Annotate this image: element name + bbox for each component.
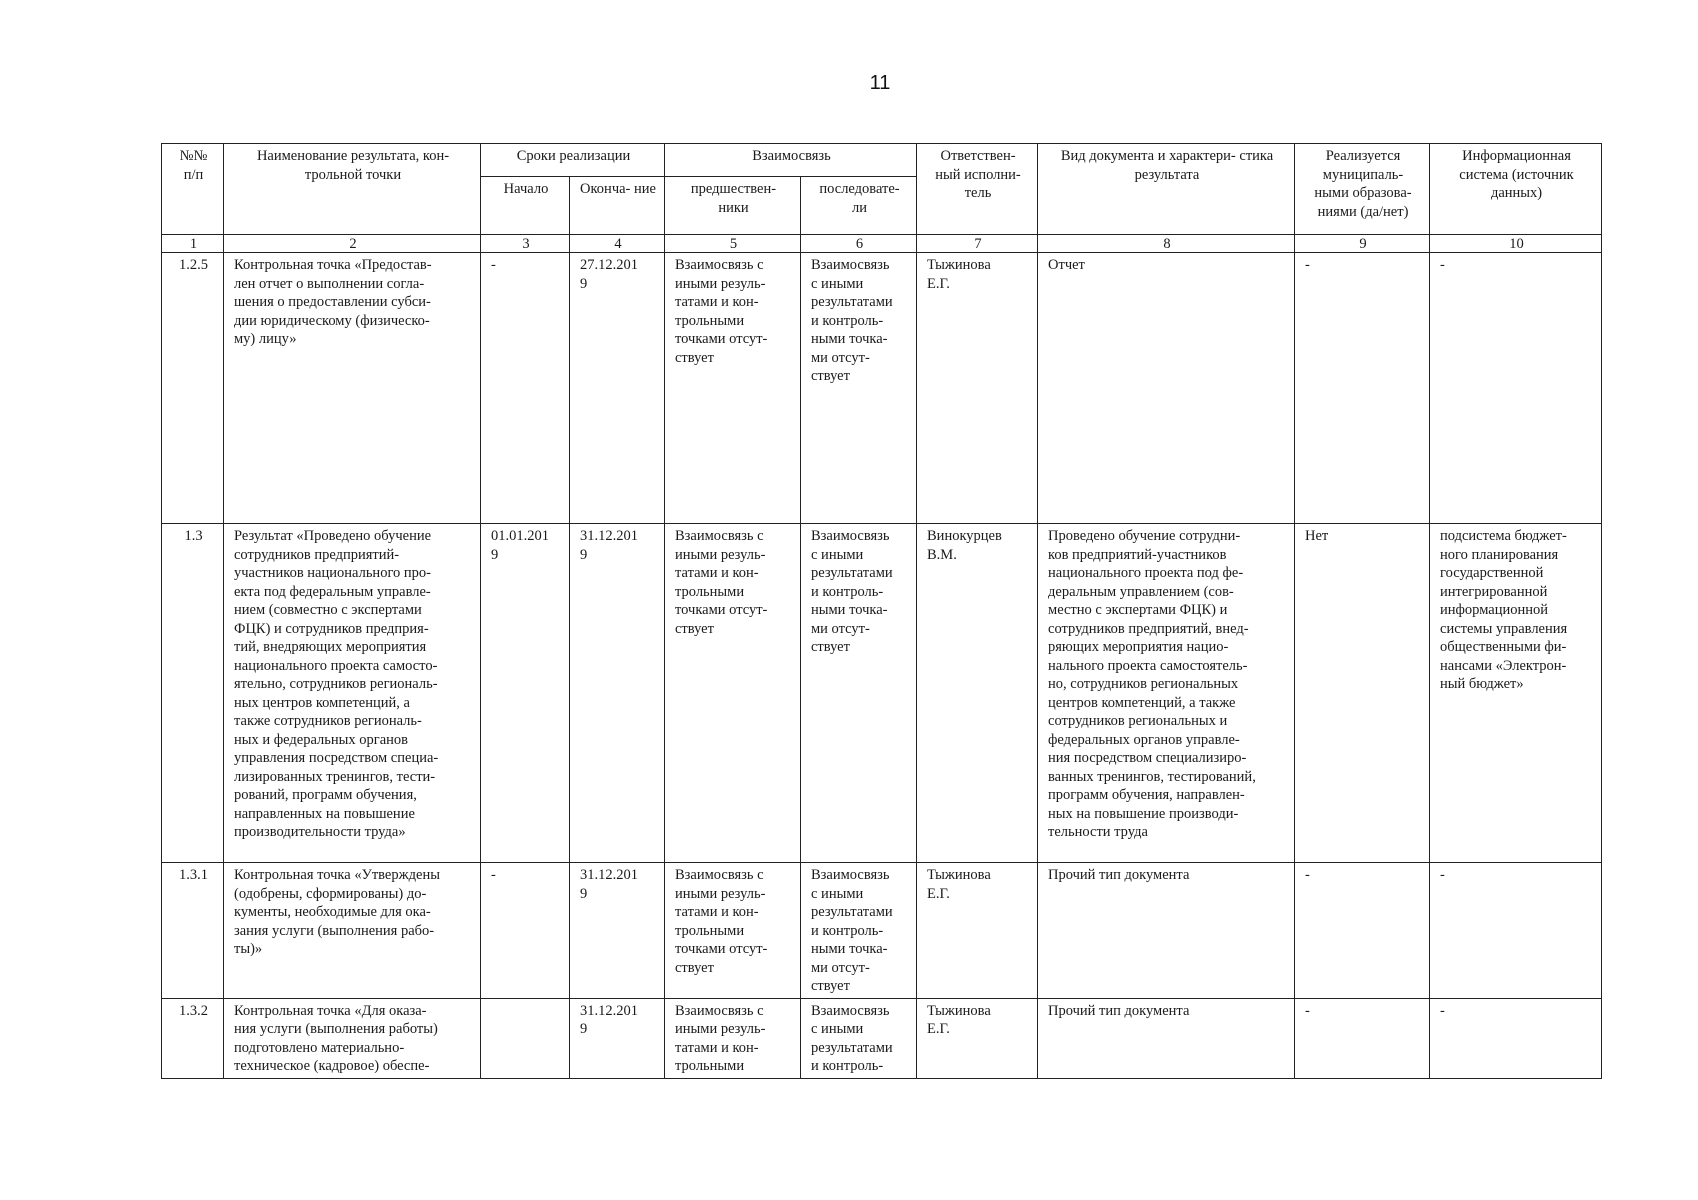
municipal: -	[1295, 998, 1430, 1078]
row-number: 1.3	[162, 524, 224, 863]
responsible: Тыжинова Е.Г.	[917, 253, 1038, 524]
info-system: -	[1430, 253, 1602, 524]
header-info-system: Информационная система (источник данных)	[1430, 144, 1602, 235]
header-num: №№ п/п	[162, 144, 224, 235]
start-date	[481, 998, 570, 1078]
municipal: -	[1295, 253, 1430, 524]
responsible: Тыжинова Е.Г.	[917, 998, 1038, 1078]
info-system: -	[1430, 998, 1602, 1078]
header-name: Наименование результата, кон- трольной точки	[224, 144, 481, 235]
end-date: 31.12.201 9	[570, 863, 665, 999]
header-predecessors: предшествен- ники	[665, 177, 801, 235]
successors: Взаимосвязь с иными результатами и контроль- ными точка- ми отсут- ствует	[801, 524, 917, 863]
doc-type: Прочий тип документа	[1038, 998, 1295, 1078]
municipal: -	[1295, 863, 1430, 999]
page-number: 11	[869, 72, 891, 94]
column-number: 2	[224, 235, 481, 253]
column-number: 10	[1430, 235, 1602, 253]
header-start: Начало	[481, 177, 570, 235]
predecessors: Взаимосвязь с иными резуль- татами и кон- трольными точками отсут- ствует	[665, 524, 801, 863]
responsible: Винокурцев В.М.	[917, 524, 1038, 863]
start-date: -	[481, 253, 570, 524]
row-number: 1.3.2	[162, 998, 224, 1078]
header-terms: Сроки реализации	[481, 144, 665, 177]
results-table	[161, 143, 1602, 1079]
end-date: 27.12.201 9	[570, 253, 665, 524]
successors: Взаимосвязь с иными результатами и контроль- ными точка- ми отсут- ствует	[801, 863, 917, 999]
municipal: Нет	[1295, 524, 1430, 863]
end-date: 31.12.201 9	[570, 524, 665, 863]
table-row	[162, 253, 1602, 524]
table-row	[162, 863, 1602, 999]
info-system: подсистема бюджет- ного планирования государственной интегрированной информационной системы управления общественными фи- нансами «Электрон- ный бюджет»	[1430, 524, 1602, 863]
row-number: 1.3.1	[162, 863, 224, 999]
header-row	[162, 144, 1602, 177]
column-number: 7	[917, 235, 1038, 253]
header-end: Оконча- ние	[570, 177, 665, 235]
end-date: 31.12.201 9	[570, 998, 665, 1078]
column-number-row	[162, 235, 1602, 253]
column-number: 3	[481, 235, 570, 253]
column-number: 9	[1295, 235, 1430, 253]
header-relation: Взаимосвязь	[665, 144, 917, 177]
responsible: Тыжинова Е.Г.	[917, 863, 1038, 999]
predecessors: Взаимосвязь с иными резуль- татами и кон- трольными точками отсут- ствует	[665, 253, 801, 524]
predecessors: Взаимосвязь с иными резуль- татами и кон- трольными точками отсут- ствует	[665, 863, 801, 999]
table-row	[162, 998, 1602, 1078]
doc-type: Отчет	[1038, 253, 1295, 524]
predecessors: Взаимосвязь с иными резуль- татами и кон- трольными	[665, 998, 801, 1078]
result-name: Контрольная точка «Для оказа- ния услуги (выполнения работы) подготовлено материально- техническое (кадровое) обеспе-	[224, 998, 481, 1078]
header-successors: последовате- ли	[801, 177, 917, 235]
column-number: 4	[570, 235, 665, 253]
header-responsible: Ответствен- ный исполни- тель	[917, 144, 1038, 235]
successors: Взаимосвязь с иными результатами и контроль-	[801, 998, 917, 1078]
column-number: 1	[162, 235, 224, 253]
header-municipal: Реализуется муниципаль- ными образова- ниями (да/нет)	[1295, 144, 1430, 235]
successors: Взаимосвязь с иными результатами и контроль- ными точка- ми отсут- ствует	[801, 253, 917, 524]
info-system: -	[1430, 863, 1602, 999]
column-number: 8	[1038, 235, 1295, 253]
start-date: -	[481, 863, 570, 999]
column-number: 5	[665, 235, 801, 253]
start-date: 01.01.201 9	[481, 524, 570, 863]
header-doc-type: Вид документа и характери- стика результата	[1038, 144, 1295, 235]
doc-type: Прочий тип документа	[1038, 863, 1295, 999]
result-name: Контрольная точка «Утверждены (одобрены, сформированы) до- кументы, необходимые для ока- зания услуги (выполнения рабо- ты)»	[224, 863, 481, 999]
column-number: 6	[801, 235, 917, 253]
result-name: Контрольная точка «Предостав- лен отчет о выполнении согла- шения о предоставлении субси- дии юридическому (физическо- му) лицу»	[224, 253, 481, 524]
row-number: 1.2.5	[162, 253, 224, 524]
doc-type: Проведено обучение сотрудни- ков предприятий-участников национального проекта под фе- деральным управлением (сов- местно с экспертами ФЦК) и сотрудников предприятий, внед- ряющих мероприятия нацио- нального проекта самостоятель- но, сотрудников региональных центров компетенций, а также сотрудников региональных и федеральных органов управле- ния посредством специализиро- ванных тренингов, тестирований, программ обучения, направлен- ных на повышение производи- тельности труда	[1038, 524, 1295, 863]
result-name: Результат «Проведено обучение сотрудников предприятий- участников национального про- екта под федеральным управле- нием (совместно с экспертами ФЦК) и сотрудников предприя- тий, внедряющих мероприятия национального проекта самосто- ятельно, сотрудников региональ- ных центров компетенций, а также сотрудников региональ- ных и федеральных органов управления посредством специа- лизированных тренингов, тести- рований, программ обучения, направленных на повышение производительности труда»	[224, 524, 481, 863]
table-row	[162, 524, 1602, 863]
